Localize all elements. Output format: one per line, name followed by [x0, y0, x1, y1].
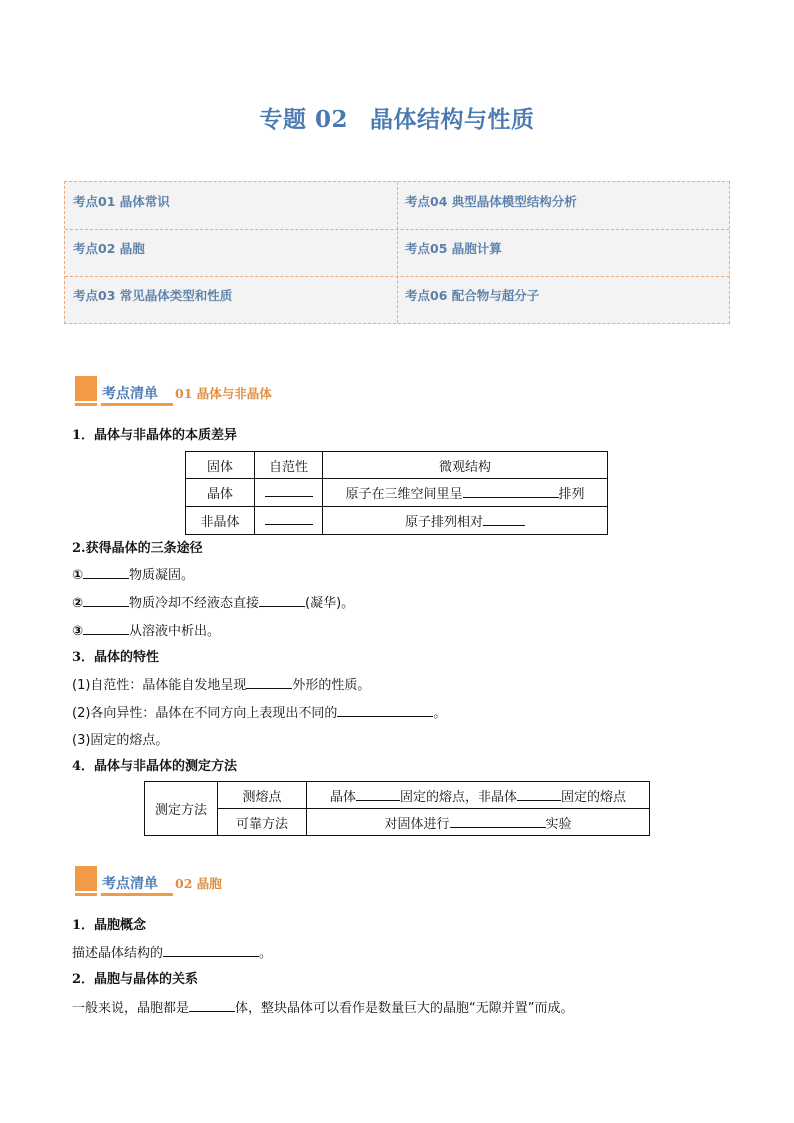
table-cell: 测定方法 [145, 782, 218, 836]
fill-blank [356, 788, 400, 801]
fill-blank [259, 594, 305, 607]
fill-blank [517, 788, 561, 801]
toc-item-05: 考点05 晶胞计算 [405, 241, 502, 256]
section-marker [75, 376, 97, 401]
table-cell [255, 507, 323, 535]
cell-text: 实验 [545, 816, 572, 832]
fill-blank [483, 513, 525, 526]
fill-blank [337, 704, 433, 717]
crystal-comparison-table [185, 451, 608, 535]
toc-item-01: 考点01 晶体常识 [73, 194, 170, 209]
cell-relation-line [72, 997, 574, 1016]
fill-blank [463, 485, 559, 498]
table-cell [307, 809, 650, 836]
table-cell: 可靠方法 [218, 809, 307, 836]
section-underline [101, 403, 173, 406]
toc-item-06: 考点06 配合物与超分子 [405, 288, 540, 303]
way-1 [72, 564, 194, 583]
section-label: 考点清单 [102, 386, 158, 402]
toc-item-02: 考点02 晶胞 [73, 241, 145, 256]
title-text: 晶体结构与性质 [370, 106, 535, 133]
prop-text: (2)各向异性：晶体在不同方向上表现出不同的 [72, 706, 338, 721]
table-header-cell: 微观结构 [323, 452, 608, 479]
heading-6: 2．晶胞与晶体的关系 [72, 972, 199, 987]
fill-blank [83, 594, 129, 607]
heading-5: 1．晶胞概念 [72, 918, 147, 933]
circled-number: ③ [72, 624, 84, 639]
table-cell: 晶体 [186, 479, 255, 507]
heading-2: 2.获得晶体的三条途径 [72, 541, 203, 556]
section-subtitle: 01 晶体与非晶体 [175, 386, 272, 401]
line-text: 。 [259, 946, 273, 961]
line-text: 描述晶体结构的 [72, 946, 164, 961]
cell-text: 固定的熔点 [561, 789, 627, 805]
way-3 [72, 620, 220, 639]
property-1 [72, 674, 370, 693]
section-label: 考点清单 [102, 876, 158, 892]
section-header-02 [75, 866, 315, 906]
fill-blank [163, 944, 259, 957]
section-underline [101, 893, 173, 896]
table-cell [323, 507, 608, 535]
table-cell [307, 782, 650, 809]
toc-item-04: 考点04 典型晶体模型结构分析 [405, 194, 577, 209]
fill-blank [265, 512, 313, 525]
table-cell [255, 479, 323, 507]
way-text: 从溶液中析出。 [129, 624, 221, 639]
circled-number: ② [72, 596, 84, 611]
cell-text: 排列 [558, 487, 585, 502]
section-underline [75, 403, 97, 406]
topic-index-table [64, 181, 730, 324]
way-2 [72, 592, 354, 611]
table-header-cell: 固体 [186, 452, 255, 479]
cell-text: 固定的熔点，非晶体 [399, 789, 517, 805]
way-text: 物质冷却不经液态直接 [129, 596, 260, 611]
heading-4: 4．晶体与非晶体的测定方法 [72, 759, 238, 774]
cell-text: 晶体 [329, 789, 356, 805]
property-3: (3)固定的熔点。 [72, 733, 169, 748]
prop-text: 。 [433, 706, 447, 721]
fill-blank [83, 622, 129, 635]
page-title [0, 101, 794, 134]
heading-3: 3．晶体的特性 [72, 650, 160, 665]
circled-number: ① [72, 568, 84, 583]
section-marker [75, 866, 97, 891]
heading-1: 1．晶体与非晶体的本质差异 [72, 428, 238, 443]
table-cell [323, 479, 608, 507]
fill-blank [450, 815, 546, 828]
fill-blank [246, 676, 292, 689]
fill-blank [265, 484, 313, 497]
title-number: 专题 02 [259, 106, 348, 133]
fill-blank [189, 999, 235, 1012]
way-text: (凝华)。 [305, 596, 355, 611]
section-subtitle: 02 晶胞 [175, 876, 222, 891]
method-table [144, 781, 650, 836]
cell-text: 对固体进行 [384, 816, 450, 832]
prop-text: (1)自范性：晶体能自发地呈现 [72, 678, 247, 693]
table-header-cell: 自范性 [255, 452, 323, 479]
way-text: 物质凝固。 [129, 568, 195, 583]
cell-text: 原子在三维空间里呈 [345, 487, 463, 502]
cell-concept-line [72, 942, 272, 961]
property-2 [72, 702, 446, 721]
table-cell: 非晶体 [186, 507, 255, 535]
fill-blank [83, 566, 129, 579]
table-cell: 测熔点 [218, 782, 307, 809]
section-underline [75, 893, 97, 896]
section-header-01 [75, 376, 315, 416]
line-text: 一般来说，晶胞都是 [72, 1001, 190, 1016]
prop-text: 外形的性质。 [292, 678, 371, 693]
cell-text: 原子排列相对 [404, 515, 483, 530]
line-text: 体，整块晶体可以看作是数量巨大的晶胞“无隙并置”而成。 [235, 1001, 574, 1016]
toc-item-03: 考点03 常见晶体类型和性质 [73, 288, 233, 303]
